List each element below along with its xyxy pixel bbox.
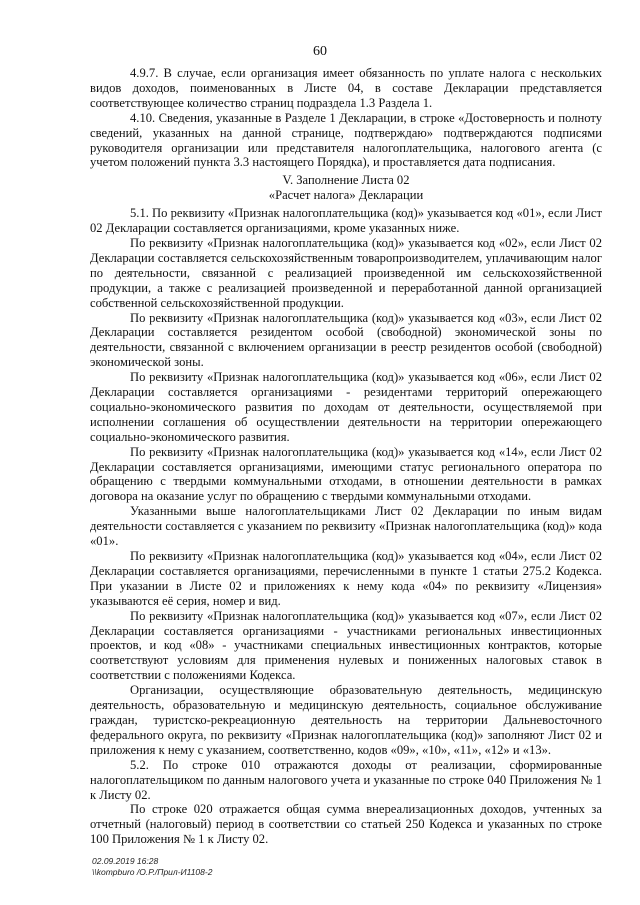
paragraph-code-03: По реквизиту «Признак налогоплательщика (код)» указывается код «03», если Лист 02 Декларации составляется резидентом особой (свободной) экономической зоны по деятельности, связанной с включением организации в реестр резидентов особой (свободной) экономической зоны. — [90, 310, 602, 370]
paragraph-code-06: По реквизиту «Признак налогоплательщика (код)» указывается код «06», если Лист 02 Декларации составляется организациями - резидентами территорий опережающего социально-экономического развития по доходам от деятельности, осуществляемой при исполнении соглашения об осуществлении деятельности на территории опережающего социально-экономического развития. — [90, 370, 602, 444]
paragraph-other-activities: Указанными выше налогоплательщиками Лист 02 Декларации по иным видам деятельности составляется с указанием по реквизиту «Признак налогоплательщика (код)» кода «01». — [90, 504, 602, 549]
paragraph-code-07-08: По реквизиту «Признак налогоплательщика (код)» указывается код «07», если Лист 02 Декларации составляется организациями - участниками региональных инвестиционных проектов, и код «08» - участниками специальных инвестиционных контрактов, которые соответствуют условиям для применения нулевых и пониженных налоговых ставок в соответствии с положениями Кодекса. — [90, 608, 602, 683]
paragraph-4-10: 4.10. Сведения, указанные в Разделе 1 Декларации, в строке «Достоверность и полноту сведений, указанных на данной странице, подтверждаю» подтверждаются подписями руководителя организации или представителя налогоплательщика, налогового агента (с учетом положений пункта 3.3 настоящего Порядка), и проставляется дата подписания. — [90, 110, 602, 170]
paragraph-code-14: По реквизиту «Признак налогоплательщика (код)» указывается код «14», если Лист 02 Декларации составляется организациями, имеющими статус регионального оператора по обращению с твердыми коммунальными отходами, в отношении деятельности в рамках договора на оказание услуг по обращению с твердыми коммунальными отходами. — [90, 444, 602, 504]
footer-timestamp: 02.09.2019 16:28 — [92, 856, 159, 866]
document-body — [90, 66, 602, 847]
footer-file-path: \\kompburo /О.Р./Прил-И1108-2 — [92, 867, 213, 877]
footer — [92, 856, 212, 878]
section-heading-title: V. Заполнение Листа 02 — [282, 173, 410, 188]
section-heading-subtitle: «Расчет налога» Декларации — [268, 188, 424, 203]
paragraph-4-9-7: 4.9.7. В случае, если организация имеет обязанность по уплате налога с нескольких видов доходов, поименованных в Листе 04, в составе Декларации представляется соответствующее количество страниц подраздела 1.3 Раздела 1. — [90, 66, 602, 110]
paragraph-5-1: 5.1. По реквизиту «Признак налогоплательщика (код)» указывается код «01», если Лист 02 Декларации составляется организациями, кроме указанных ниже. — [90, 206, 602, 236]
page-number: 60 — [313, 44, 327, 59]
paragraph-code-02: По реквизиту «Признак налогоплательщика (код)» указывается код «02», если Лист 02 Декларации составляется сельскохозяйственным товаропроизводителем, уплачивающим налог по деятельности, связанной с реализацией произведенной им сельскохозяйственной продукции, а также с реализацией произведенной и переработанной данной организацией собственной сельскохозяйственной продукции. — [90, 235, 602, 310]
paragraph-5-2: 5.2. По строке 010 отражаются доходы от реализации, сформированные налогоплательщиком по данным налогового учета и указанные по строке 040 Приложения № 1 к Листу 02. — [90, 757, 602, 802]
paragraph-code-04: По реквизиту «Признак налогоплательщика (код)» указывается код «04», если Лист 02 Декларации составляется организациями, перечисленными в пункте 1 статьи 275.2 Кодекса. При указании в Листе 02 и приложениях к нему кода «04» по реквизиту «Лицензия» указываются её серия, номер и вид. — [90, 549, 602, 608]
paragraph-codes-09-13: Организации, осуществляющие образовательную деятельность, медицинскую деятельность, образовательную и медицинскую деятельность, социальное обслуживание граждан, туристско-рекреационную деятельность на территории Дальневосточного федерального округа, по реквизиту «Признак налогоплательщика (код)» заполняют Лист 02 и приложения к нему с указанием, соответственно, кодов «09», «10», «11», «12» и «13». — [90, 683, 602, 757]
paragraph-line-020: По строке 020 отражается общая сумма внереализационных доходов, учтенных за отчетный (налоговый) период в соответствии со статьей 250 Кодекса и указанных по строке 100 Приложения № 1 к Листу 02. — [90, 802, 602, 847]
